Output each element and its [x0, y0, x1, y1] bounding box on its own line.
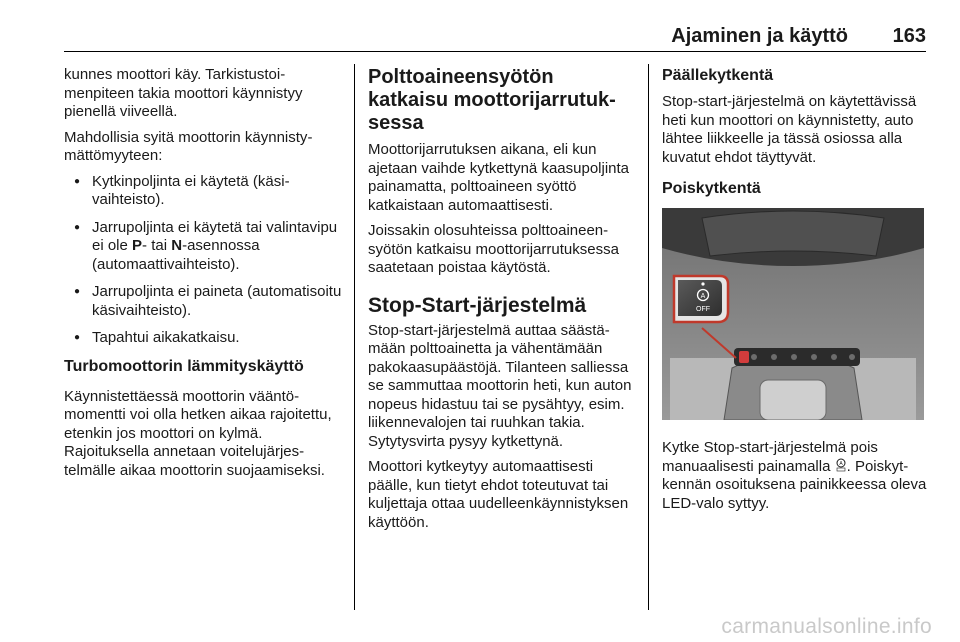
- column-2: [368, 66, 638, 539]
- svg-text:A: A: [838, 460, 843, 467]
- list-item: ● Kytkinpoljinta ei käytetä (käsivaihteisto).: [64, 173, 344, 210]
- column-3: [662, 66, 932, 520]
- column-divider-1: [354, 64, 355, 610]
- paragraph: Käynnistettäessä moottorin vääntömomentti voi olla hetken aikaa rajoitettu, etenkin jos moottori on kylmä. Rajoituksella annetaan voitelujärjestelmälle aikaa moottorin suojaamiseksi.: [64, 387, 332, 479]
- paragraph: Moottorijarrutuksen aikana, eli kun ajetaan vaihde kytkettynä kaasupoljinta painamatta, polttoaineen syöttö katkaistaan automaattisesti.: [368, 141, 630, 214]
- paragraph: Stop-start-järjestelmä auttaa säästämään polttoainetta ja vähentämään pakokaasupäästöjä. Tilanteen salliessa se sammuttaa moottorin heti, kun auton nopeus hidastuu tai se pysähtyy, esim. liikennevalojen tai ruuhkan takia. Sytytysvirta pysyy kytkettynä.: [368, 321, 632, 450]
- header-rule: [64, 51, 926, 52]
- paragraph: kunnes moottori käy. Tarkistustoimenpiteen takia moottori käynnistyy pienellä viiveellä.: [64, 66, 303, 120]
- section-heading: Polttoaineensyötön katkaisu moottorijarrutuksessa: [368, 66, 616, 134]
- section-heading: Poiskytkentä: [662, 180, 761, 197]
- list-item: ● Jarrupoljinta ei käytetä tai valintavipu ei ole P- tai N-asennossa (automaattivaihteisto).: [64, 219, 344, 275]
- list-item: ● Tapahtui aikakatkaisu.: [64, 329, 344, 348]
- paragraph: Moottori kytkeytyy automaattisesti päälle, kun tietyt ehdot toteutuvat tai kuljettaja ottaa uudelleenkäynnistyksen käyttöön.: [368, 458, 629, 531]
- paragraph: Kytke Stop-start-järjestelmä pois manuaalisesti painamalla A . Poiskytkennän osoituksena painikkeessa oleva LED-valo syttyy.: [662, 439, 927, 512]
- paragraph: Mahdollisia syitä moottorin käynnistymättömyyteen:: [64, 128, 313, 164]
- paragraph: Joissakin olosuhteissa polttoaineensyötön katkaisu moottorijarrutuksessa saatetaan poistaa käytöstä.: [368, 222, 619, 276]
- column-divider-2: [648, 64, 649, 610]
- bullet-list: [64, 173, 344, 348]
- page-number: 163: [892, 25, 926, 47]
- section-heading: Päällekytkentä: [662, 67, 774, 84]
- list-item: ● Jarrupoljinta ei paineta (automatisoitu käsivaihteisto).: [64, 283, 344, 320]
- auto-stop-off-icon: [835, 458, 847, 472]
- watermark: carmanualsonline.info: [721, 615, 932, 638]
- section-heading: Stop-Start-järjestelmä: [368, 293, 587, 317]
- stop-start-button-photo: [662, 208, 924, 420]
- svg-text:A: A: [700, 293, 706, 300]
- paragraph: Stop-start-järjestelmä on käytettävissä heti kun moottori on käynnistetty, auto lähtee liikkeelle ja tässä osiossa alla kuvatut ehdot täyttyvät.: [662, 93, 917, 166]
- page-header: [64, 0, 926, 53]
- header-title: Ajaminen ja käyttö: [671, 25, 848, 47]
- section-heading: Turbomoottorin lämmityskäyttö: [64, 357, 304, 375]
- column-1: [64, 66, 344, 487]
- photo-off-label: OFF: [696, 306, 710, 313]
